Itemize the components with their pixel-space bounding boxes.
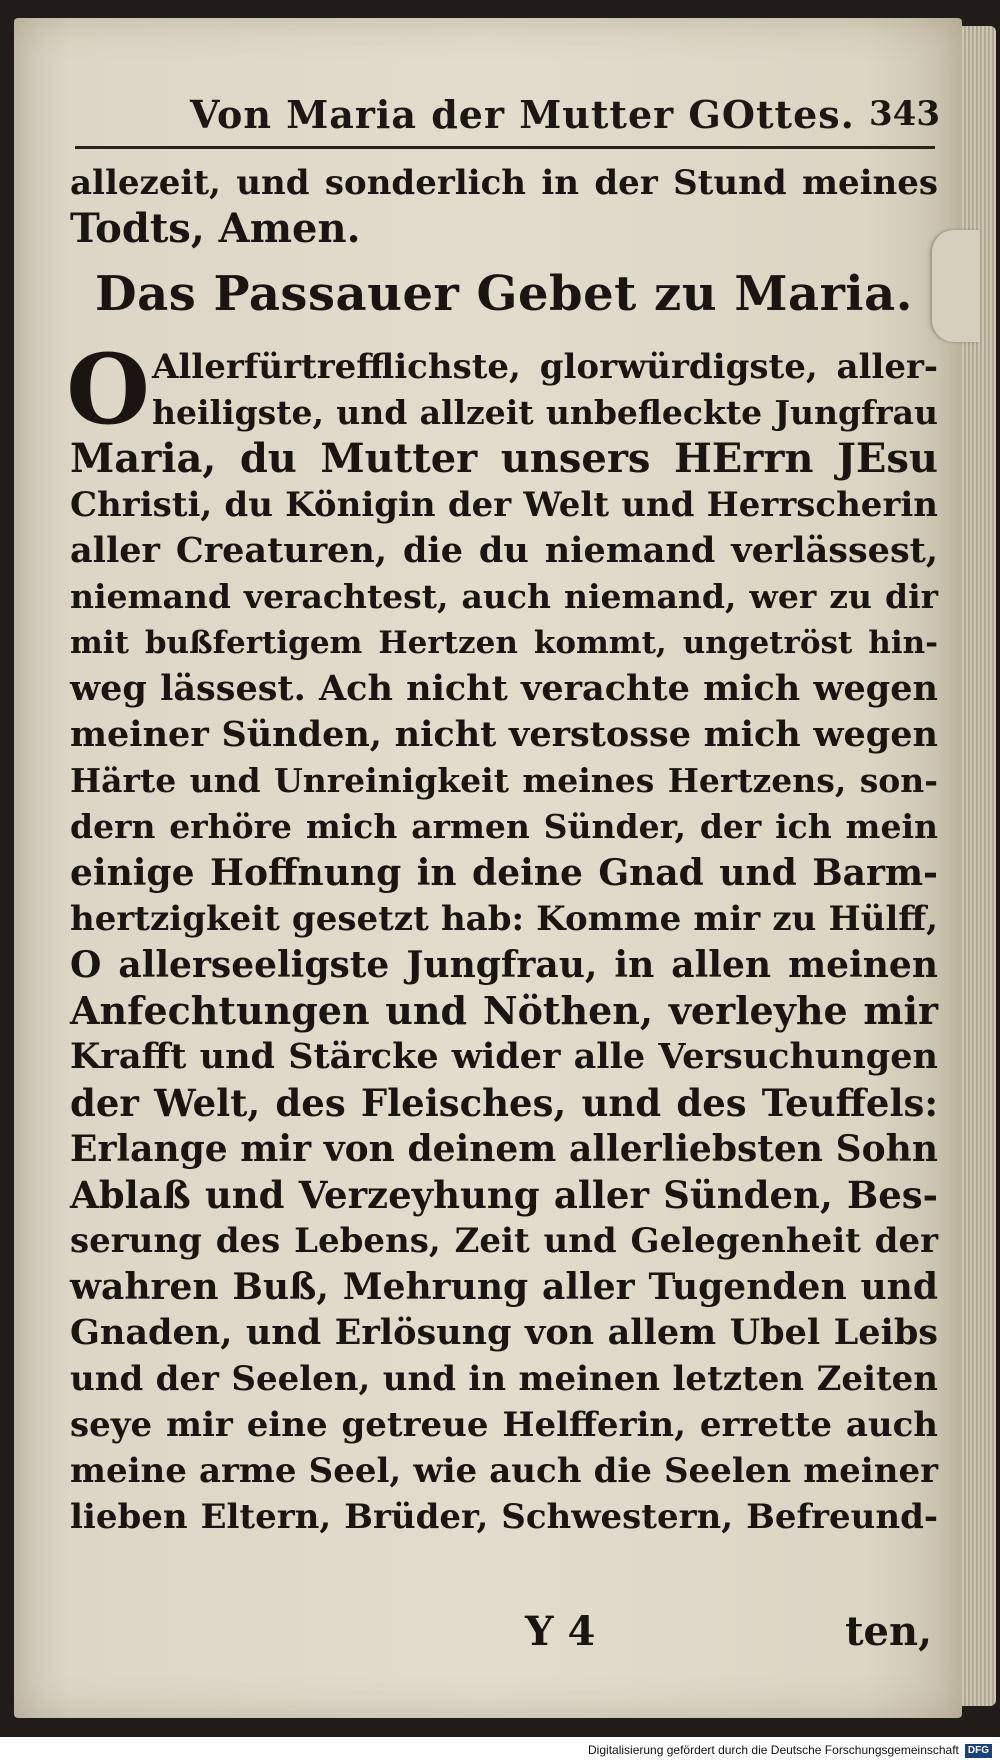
text-line: aller Creaturen, die du niemand verlässest, — [70, 530, 938, 571]
digitization-credit — [0, 1737, 1000, 1763]
text-line: Maria, du Mutter unsers HErrn JEsu — [70, 435, 938, 482]
text-line: Allerfürtrefflichste, glorwürdigste, aller- — [152, 347, 938, 387]
text-line: Todts, Amen. — [70, 205, 361, 252]
text-line: seye mir eine getreue Helfferin, errette auch — [70, 1405, 938, 1445]
text-line: Gnaden, und Erlösung von allem Ubel Leibs — [70, 1312, 938, 1353]
dfg-logo: DFG — [965, 1744, 992, 1758]
page-body — [66, 160, 938, 1540]
signature-mark: Y 4 — [525, 1608, 596, 1655]
text-line: wahren Buß, Mehrung aller Tugenden und — [70, 1266, 938, 1308]
text-line: Christi, du Königin der Welt und Herrscherin — [70, 485, 938, 525]
catchword: ten, — [845, 1608, 932, 1655]
text-line: hertzigkeit gesetzt hab: Komme mir zu Hülff, — [70, 899, 938, 939]
running-title: Von Maria der Mutter GOttes. — [190, 92, 855, 137]
credit-text: Digitalisierung gefördert durch die Deutsche Forschungsgemeinschaft — [588, 1743, 959, 1757]
page-number: 343 — [869, 94, 940, 134]
page-footer — [70, 1608, 938, 1658]
text-line: allezeit, und sonderlich in der Stund meines — [70, 163, 938, 203]
text-line: lieben Eltern, Brüder, Schwestern, Befreund- — [70, 1497, 938, 1537]
text-line: niemand verachtest, auch niemand, wer zu dir — [70, 577, 938, 616]
initial-block — [66, 333, 938, 446]
text-line: und der Seelen, und in meinen letzten Zeiten — [70, 1359, 938, 1399]
text-line: Anfechtungen und Nöthen, verleyhe mir — [70, 988, 938, 1033]
drop-cap: O — [66, 333, 150, 446]
text-line: der Welt, des Fleisches, und des Teuffels: — [70, 1081, 938, 1125]
text-line: dern erhöre mich armen Sünder, der ich mein — [70, 807, 938, 846]
text-line: O allerseeligste Jungfrau, in allen meinen — [70, 944, 938, 986]
text-line: mit bußfertigem Hertzen kommt, ungetröst hin- — [70, 625, 938, 661]
text-line: meiner Sünden, nicht verstosse mich wegen — [70, 714, 938, 755]
running-header — [190, 92, 950, 148]
text-line: Ablaß und Verzeyhung aller Sünden, Bes- — [70, 1173, 938, 1217]
text-line: weg lässest. Ach nicht verachte mich wegen — [70, 668, 938, 709]
text-line: Härte und Unreinigkeit meines Hertzens, son- — [70, 761, 938, 800]
text-line: heiligste, und allzeit unbefleckte Jungfrau — [152, 393, 938, 432]
prayer-text — [70, 436, 938, 1540]
section-title: Das Passauer Gebet zu Maria. — [95, 266, 913, 322]
thumb-tab — [932, 230, 980, 342]
text-line: einige Hoffnung in deine Gnad und Barm- — [70, 852, 938, 894]
text-line: meine arme Seel, wie auch die Seelen meiner — [70, 1451, 938, 1491]
initial-lines — [152, 344, 938, 436]
header-rule — [75, 146, 935, 149]
text-line: serung des Lebens, Zeit und Gelegenheit der — [70, 1221, 938, 1261]
text-line: Erlange mir von deinem allerliebsten Sohn — [70, 1128, 938, 1170]
text-line: Krafft und Stärcke wider alle Versuchungen — [70, 1036, 938, 1077]
